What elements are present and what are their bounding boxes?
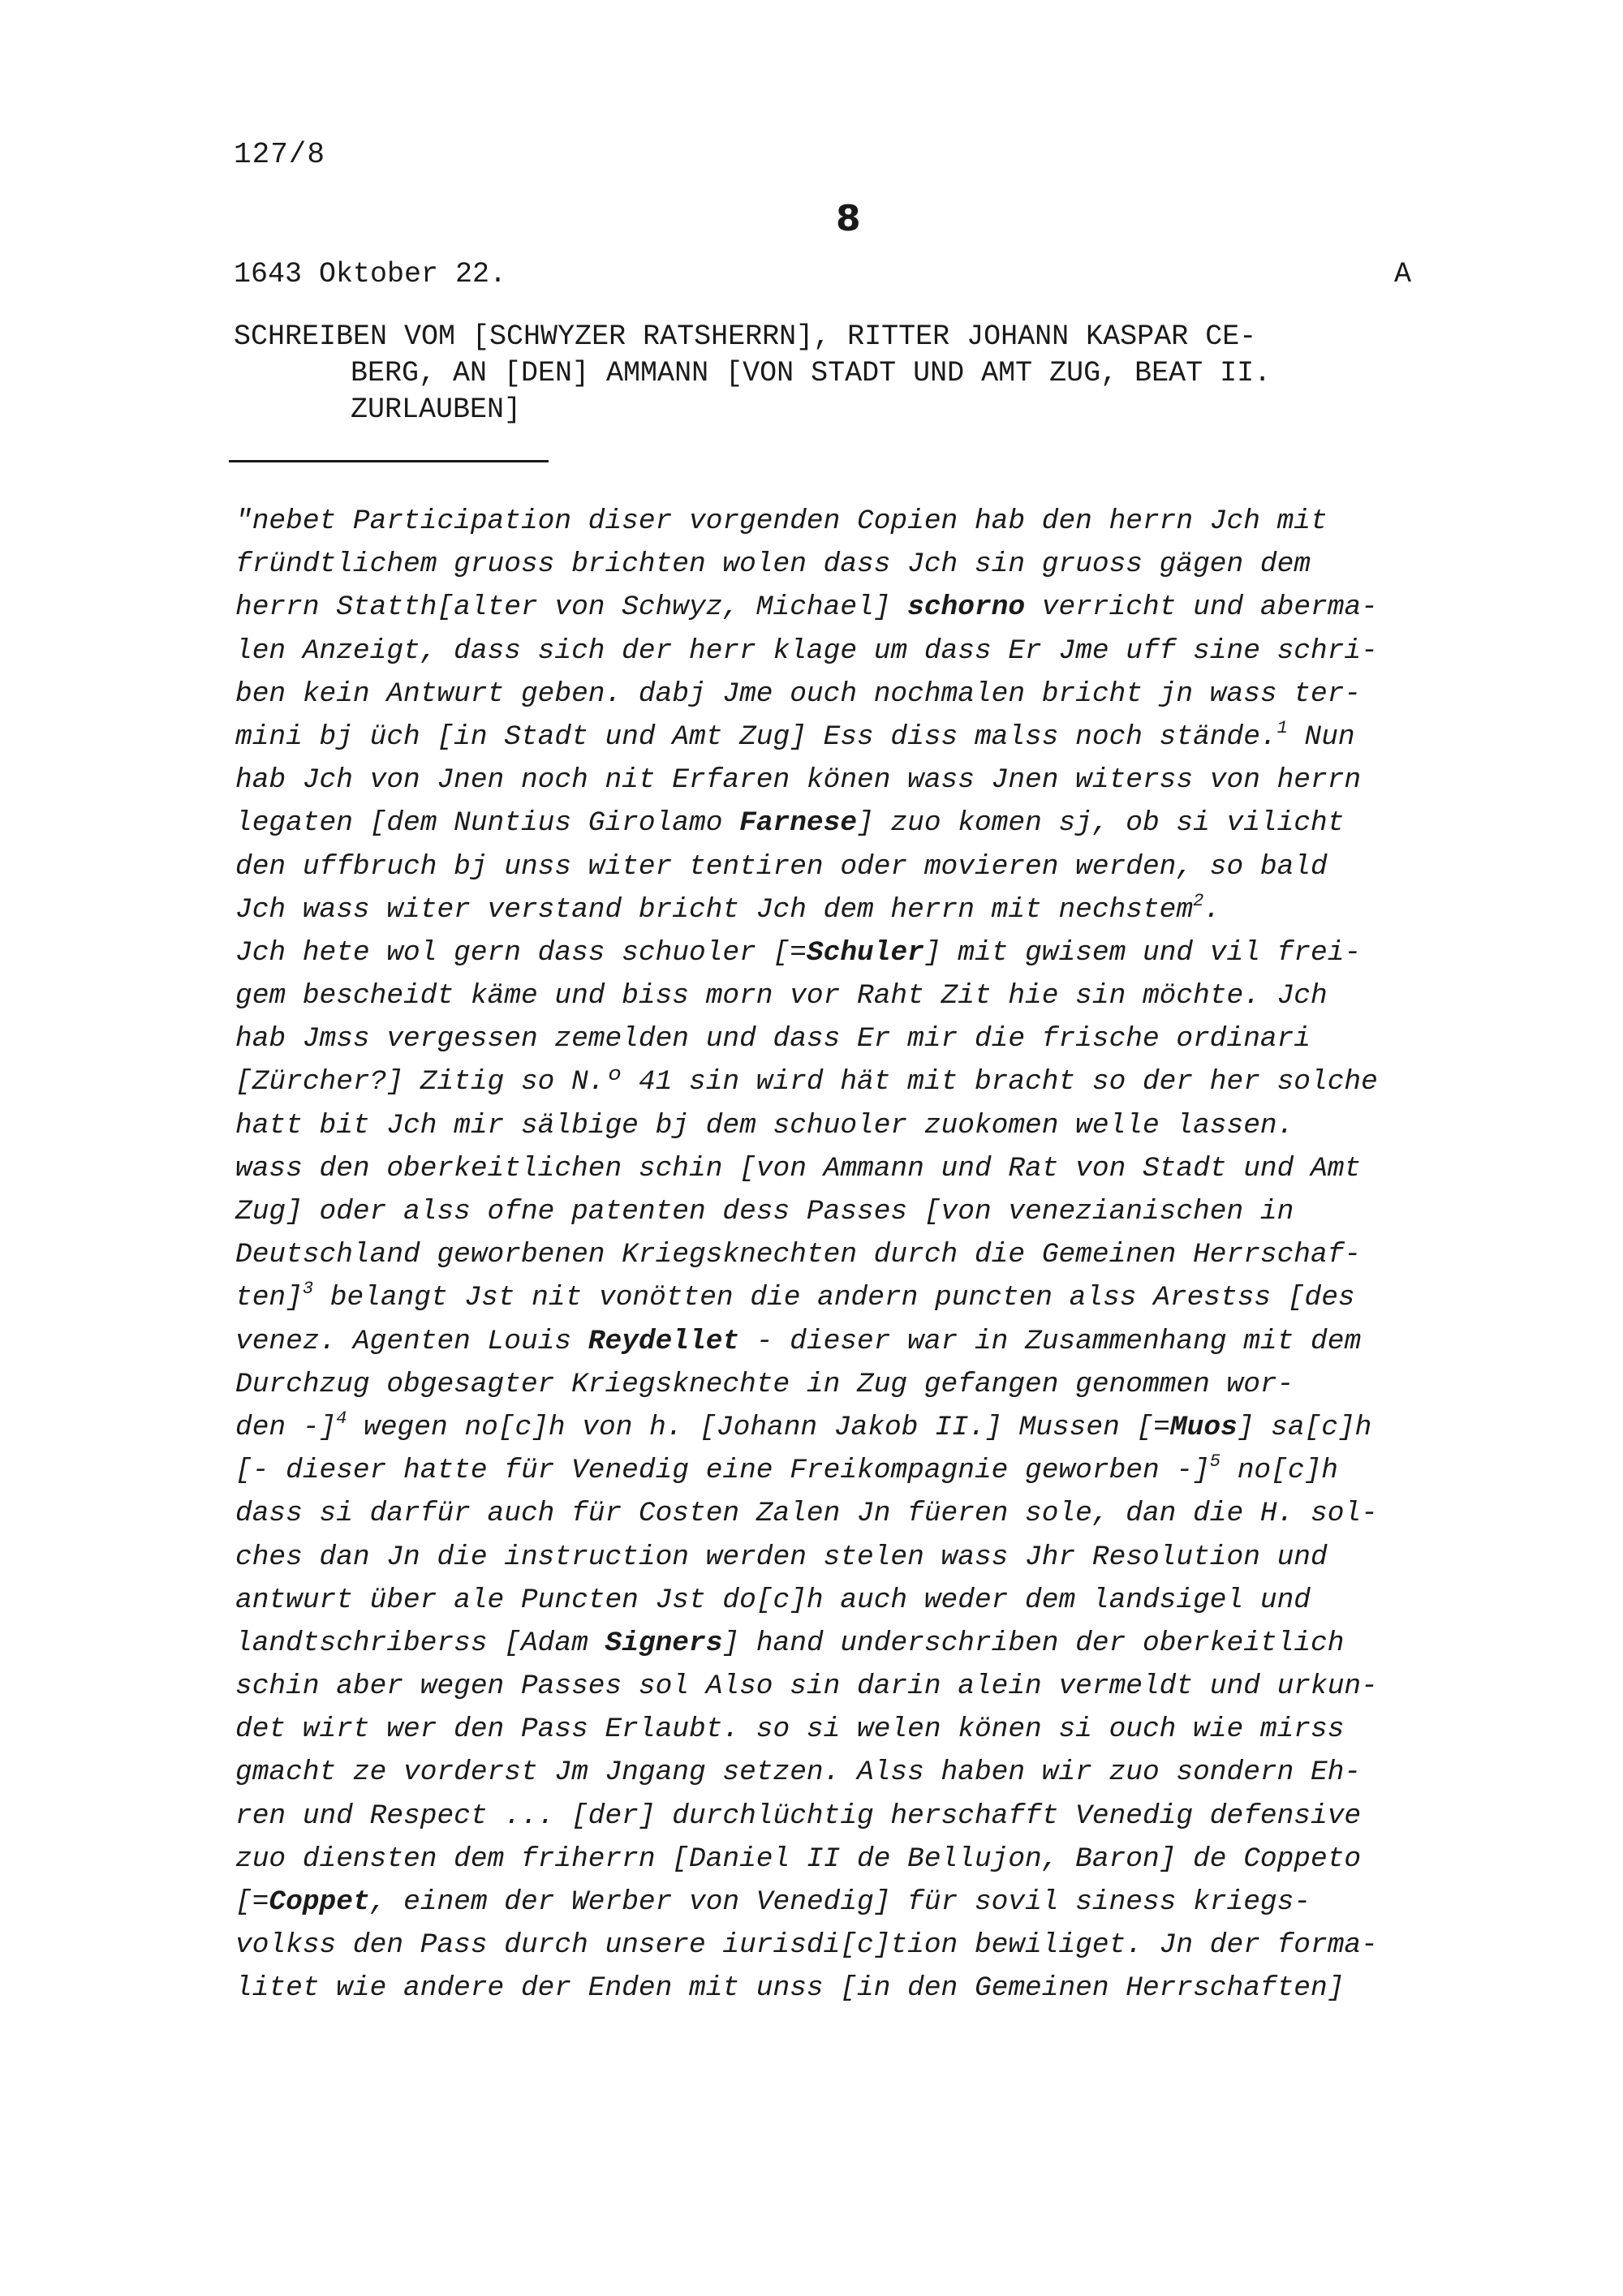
text-line — [235, 1363, 1469, 1406]
text-segment: ches dan Jn die instruction werden stelen wass Jhr Resolution und — [235, 1541, 1328, 1573]
text-segment: ren und Respect ... [der] durchlüchtig herschafft Venedig defensive — [235, 1799, 1362, 1832]
text-line — [235, 1838, 1469, 1881]
text-segment: - dieser war in Zusammenhang mit dem — [739, 1325, 1362, 1357]
text-segment: [- dieser hatte für Venedig eine Freikompagnie geworben -] — [235, 1455, 1210, 1487]
text-segment: mini bj üch [in Stadt und Amt Zug] Ess diss malss noch stände. — [235, 720, 1277, 753]
bold-name: Schuler — [806, 936, 924, 969]
text-segment: ten] — [235, 1282, 303, 1314]
text-segment: landtschriberss [Adam — [235, 1627, 605, 1659]
text-line — [235, 1190, 1469, 1233]
document-date: 1643 Oktober 22. — [234, 258, 507, 290]
version-mark: A — [1394, 258, 1412, 290]
bold-name: schorno — [907, 591, 1026, 624]
text-segment: schin aber wegen Passes sol Also sin darin alein vermeldt und urkun- — [235, 1670, 1378, 1703]
heading-line: BERG, AN [DEN] AMMANN [VON STADT UND AMT ZUG, BEAT II. — [351, 357, 1272, 389]
text-segment: [Zürcher?] Zitig so N.º 41 sin wird hät mit bracht so der her solche — [235, 1066, 1378, 1099]
text-segment: volkss den Pass durch unsere iurisdi[c]tion bewiliget. Jn der forma- — [235, 1929, 1378, 1962]
text-segment: gmacht ze vorderst Jm Jngang setzen. Alss haben wir zuo sondern Eh- — [235, 1756, 1362, 1789]
text-line — [235, 1492, 1469, 1535]
text-line — [235, 1147, 1469, 1190]
footnote-marker: 5 — [1209, 1451, 1220, 1473]
heading-divider — [229, 460, 549, 462]
text-line — [235, 586, 1469, 629]
text-line — [235, 500, 1469, 543]
text-line — [235, 1449, 1469, 1492]
text-segment: hatt bit Jch mir sälbige bj dem schuoler zuokomen welle lassen. — [235, 1109, 1294, 1142]
text-line — [235, 1320, 1469, 1363]
document-number: 8 — [836, 198, 861, 239]
bold-name: Muos — [1169, 1411, 1238, 1443]
text-segment: ] hand underschriben der oberkeitlich — [722, 1627, 1345, 1659]
text-line — [235, 1708, 1469, 1751]
text-segment: venez. Agenten Louis — [235, 1325, 588, 1357]
text-line — [235, 802, 1469, 845]
text-segment: no[c]h — [1220, 1455, 1338, 1487]
heading-line: ZURLAUBEN] — [351, 393, 522, 426]
text-segment: den uffbruch bj unss witer tentiren oder movieren werden, so bald — [235, 850, 1328, 883]
text-segment: Jch wass witer verstand bricht Jch dem herrn mit nechstem — [235, 893, 1194, 926]
text-segment: legaten [dem Nuntius Girolamo — [235, 807, 740, 840]
footnote-marker: 1 — [1276, 717, 1288, 738]
text-line — [235, 1795, 1469, 1838]
text-line — [235, 1579, 1469, 1622]
text-segment: ] zuo komen sj, ob si vilicht — [857, 807, 1345, 840]
heading-line: SCHREIBEN VOM [SCHWYZER RATSHERRN], RITTER JOHANN KASPAR CE- — [234, 320, 1257, 353]
text-line — [235, 1104, 1469, 1147]
text-line — [235, 1017, 1469, 1060]
letter-transcription — [235, 500, 1469, 2010]
text-line — [235, 1406, 1469, 1449]
text-segment: ] sa[c]h — [1237, 1411, 1372, 1443]
text-line — [235, 759, 1469, 802]
text-line — [235, 543, 1469, 586]
text-segment: litet wie andere der Enden mit unss [in den Gemeinen Herrschaften] — [235, 1972, 1345, 2005]
bold-name: Reydellet — [588, 1325, 740, 1357]
text-line — [235, 630, 1469, 673]
text-line — [235, 716, 1469, 759]
text-line — [235, 931, 1469, 974]
bold-name: Signers — [605, 1627, 723, 1659]
text-segment: Durchzug obgesagter Kriegsknechte in Zug gefangen genommen wor- — [235, 1368, 1294, 1400]
text-segment: Jch hete wol gern dass schuoler [= — [235, 936, 807, 969]
text-line — [235, 845, 1469, 888]
text-segment: ] mit gwisem und vil frei- — [923, 936, 1362, 969]
text-segment: len Anzeigt, dass sich der herr klage um dass Er Jme uff sine schri- — [235, 634, 1378, 667]
text-line — [235, 1924, 1469, 1967]
text-segment: zuo diensten dem friherrn [Daniel II de Bellujon, Baron] de Coppeto — [235, 1842, 1362, 1875]
text-line — [235, 974, 1469, 1017]
text-segment: [= — [235, 1886, 269, 1918]
bold-name: Coppet — [269, 1886, 370, 1918]
text-line — [235, 1536, 1469, 1579]
text-segment: hab Jmss vergessen zemelden und dass Er mir die frische ordinari — [235, 1023, 1311, 1056]
text-segment: Zug] oder alss ofne patenten dess Passes [von venezianischen in — [235, 1196, 1294, 1228]
text-segment: fründtlichem gruoss brichten wolen dass Jch sin gruoss gägen dem — [235, 548, 1311, 581]
text-segment: wass den oberkeitlichen schin [von Ammann und Rat von Stadt und Amt — [235, 1152, 1362, 1185]
text-segment: hab Jch von Jnen noch nit Erfaren könen wass Jnen witerss von herrn — [235, 764, 1362, 797]
text-segment: . — [1203, 893, 1221, 926]
text-line — [235, 1233, 1469, 1276]
text-line — [235, 888, 1469, 931]
folio-number: 127/8 — [234, 138, 326, 171]
text-line — [235, 1060, 1469, 1103]
text-line — [235, 1276, 1469, 1319]
text-line — [235, 1881, 1469, 1924]
text-segment: antwurt über ale Puncten Jst do[c]h auch weder dem landsigel und — [235, 1584, 1311, 1616]
bold-name: Farnese — [739, 807, 858, 840]
text-line — [235, 1967, 1469, 2010]
text-segment: herrn Statth[alter von Schwyz, Michael] — [235, 591, 908, 624]
text-segment: verricht und aberma- — [1025, 591, 1378, 624]
text-line — [235, 1665, 1469, 1708]
text-segment: Nun — [1287, 720, 1355, 753]
text-segment: Deutschland geworbenen Kriegsknechten durch die Gemeinen Herrschaf- — [235, 1239, 1362, 1271]
document-heading — [234, 319, 1402, 428]
text-segment: belangt Jst nit vonötten die andern puncten alss Arestss [des — [313, 1282, 1355, 1314]
text-segment: gem bescheidt käme und biss morn vor Raht Zit hie sin möchte. Jch — [235, 980, 1328, 1013]
text-line — [235, 1622, 1469, 1665]
footnote-marker: 3 — [302, 1279, 314, 1300]
text-segment: dass si darfür auch für Costen Zalen Jn füeren sole, dan die H. sol- — [235, 1498, 1378, 1530]
text-line — [235, 673, 1469, 716]
text-segment: ben kein Antwurt geben. dabj Jme ouch nochmalen bricht jn wass ter- — [235, 677, 1362, 710]
footnote-marker: 2 — [1193, 890, 1204, 911]
text-line — [235, 1751, 1469, 1794]
text-segment: den -] — [235, 1411, 337, 1443]
text-segment: "nebet Participation diser vorgenden Copien hab den herrn Jch mit — [235, 505, 1328, 537]
text-segment: wegen no[c]h von h. [Johann Jakob II.] Mussen [= — [347, 1411, 1170, 1443]
text-segment: , einem der Werber von Venedig] für sovil siness kriegs- — [369, 1886, 1311, 1918]
text-segment: det wirt wer den Pass Erlaubt. so si welen könen si ouch wie mirss — [235, 1713, 1345, 1746]
footnote-marker: 4 — [336, 1408, 347, 1429]
